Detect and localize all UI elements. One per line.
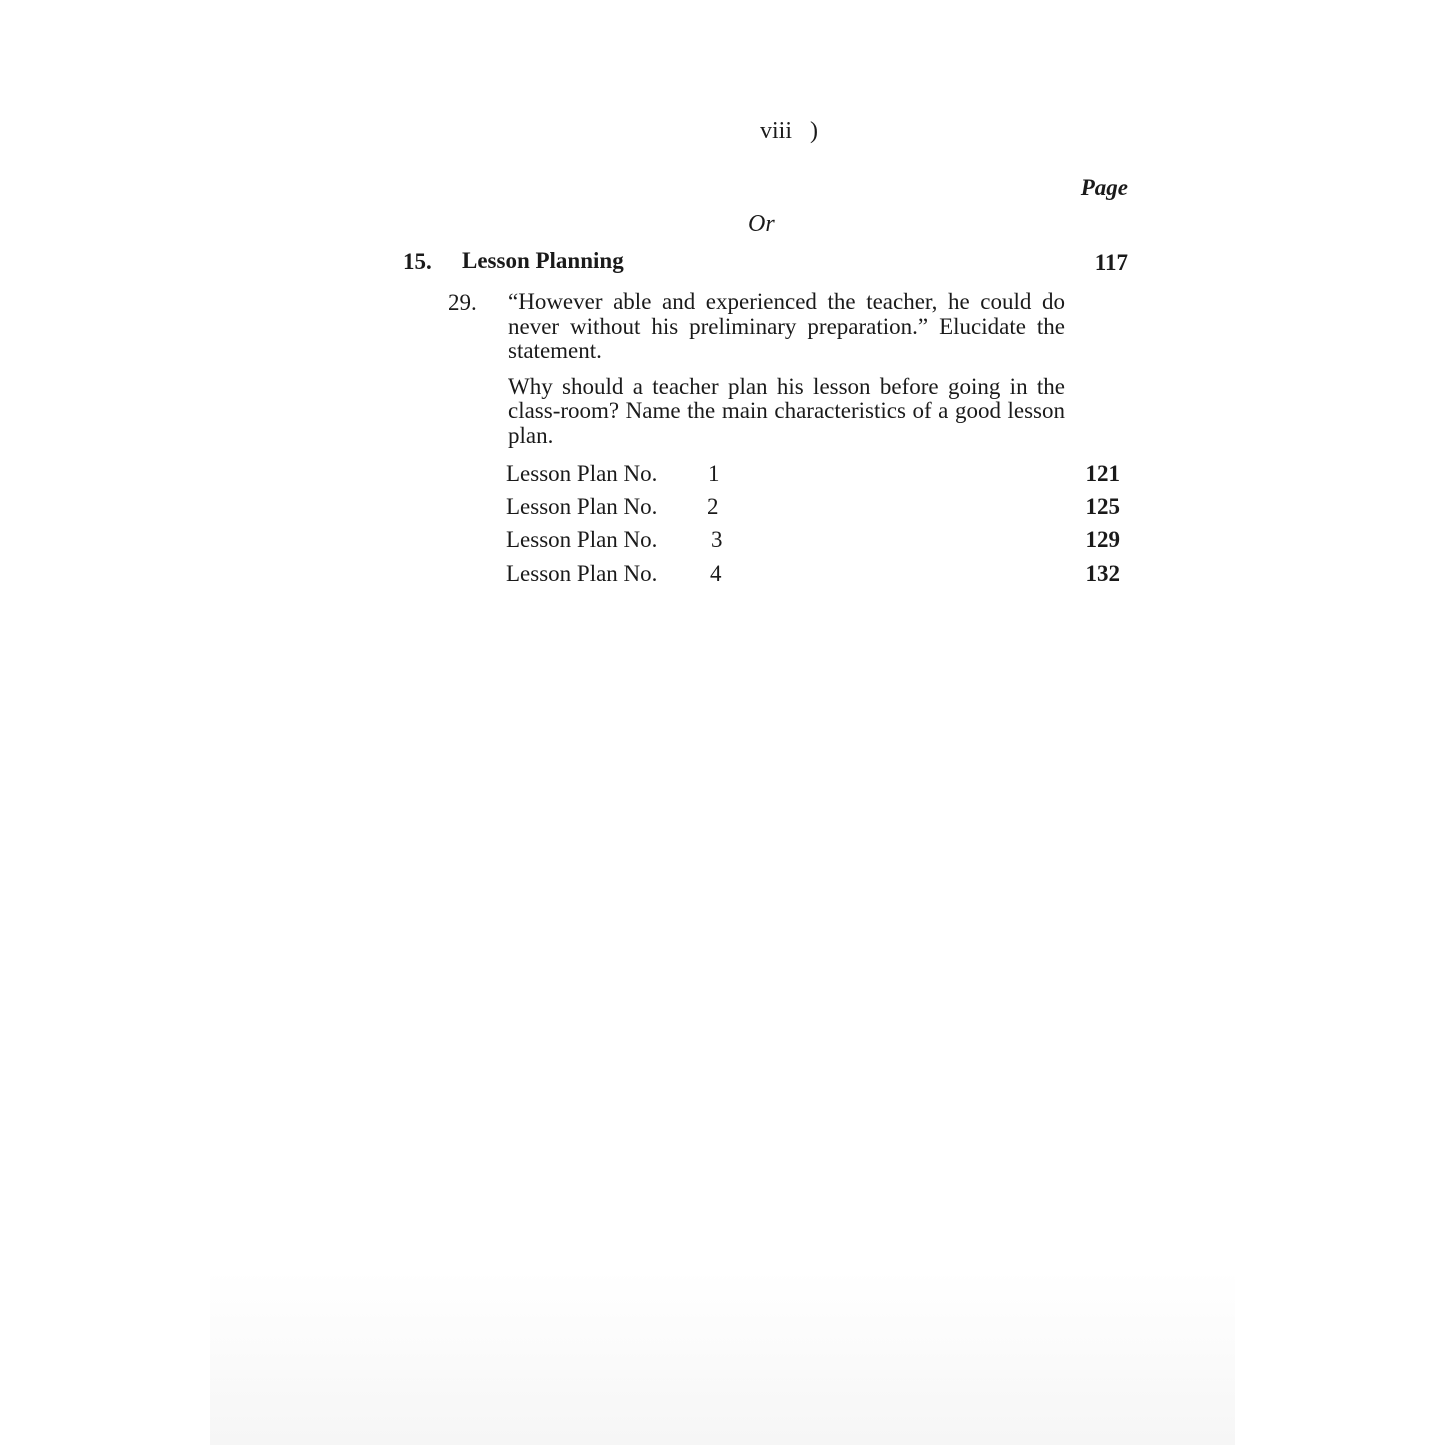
or-label: Or [748, 211, 775, 237]
question-paragraph: “However able and experienced the teacher, he could do never without his preliminary preparation.” Elucidate the statement. [508, 289, 1065, 363]
lesson-plan-label: Lesson Plan No. [506, 494, 658, 519]
lesson-plan-label: Lesson Plan No. [506, 561, 658, 586]
chapter-number: 15. [403, 249, 432, 274]
lesson-plan-label: Lesson Plan No. [506, 461, 658, 486]
page-numeral: viii [760, 118, 793, 144]
lesson-plan-entry [506, 461, 1120, 491]
lesson-plan-entry [506, 561, 1120, 591]
lesson-plan-entry [506, 494, 1120, 524]
chapter-page-number: 117 [1094, 250, 1128, 275]
question-number: 29. [448, 290, 477, 315]
lesson-plan-entry [506, 527, 1120, 557]
lesson-plan-page: 132 [1085, 561, 1120, 586]
chapter-title: Lesson Planning [462, 248, 624, 273]
question-text [508, 290, 1065, 459]
lesson-plan-number: 4 [710, 561, 722, 586]
lesson-plan-label: Lesson Plan No. [506, 527, 658, 552]
scan-shadow [210, 1270, 1235, 1445]
lesson-plan-page: 121 [1085, 461, 1120, 486]
lesson-plan-number: 2 [707, 494, 719, 519]
lesson-plan-page: 129 [1085, 527, 1120, 552]
lesson-plan-number: 3 [711, 527, 723, 552]
page-header [760, 118, 818, 145]
lesson-plan-page: 125 [1085, 494, 1120, 519]
lesson-plan-number: 1 [708, 461, 720, 486]
page-header-paren: ) [810, 118, 819, 144]
question-paragraph: Why should a teacher plan his lesson before going in the class-room? Name the main characteristics of a good lesson plan. [508, 373, 1065, 448]
page-column-label: Page [1080, 175, 1128, 200]
